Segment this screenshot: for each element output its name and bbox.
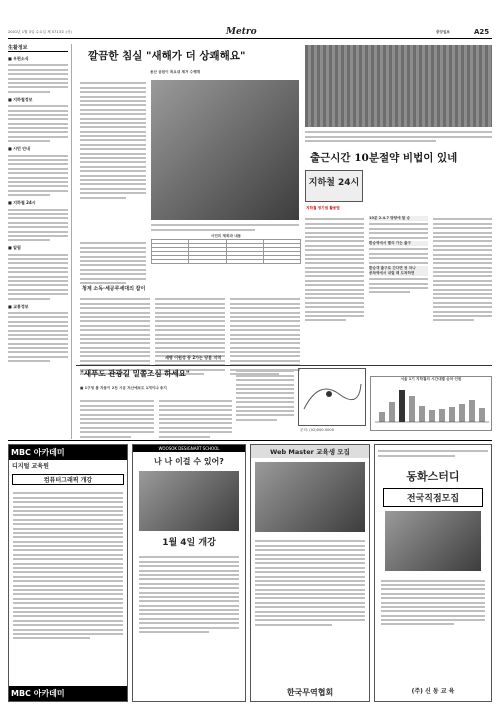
lower-map — [298, 368, 366, 426]
study-company: (주) 신 동 교 육 — [411, 688, 455, 695]
webmaster-title: Web Master 교육생 모집 — [251, 445, 369, 458]
subway-box-label: 지하철 정기권 활용법 — [306, 206, 340, 210]
masthead-section: Metro — [226, 27, 257, 37]
right-headline: 출근시간 10분절약 비법이 있네 — [310, 152, 458, 164]
bullet-0: 10분 2.4.7 방향에 탈 승 — [369, 216, 428, 221]
masthead — [8, 27, 492, 39]
lower-divider — [76, 365, 492, 366]
bullet-1: 환승역에서 빨리 가는 출구 — [369, 241, 428, 246]
ad-study — [374, 444, 492, 702]
mbc-top-title: MBC 아카데미 — [9, 445, 127, 460]
left-item-2: ■ 시민 안내 — [8, 146, 31, 152]
lower-mid-text — [236, 368, 294, 423]
lower-text-cols — [80, 398, 232, 440]
right-photo — [305, 45, 492, 127]
study-title: 전국직점모집 — [383, 488, 483, 507]
masthead-page: A25 — [474, 28, 490, 36]
lower-headline: "새푸도 관광길 밀쫄조심 하세요" — [80, 369, 190, 378]
left-column-header: 生활정보 — [8, 44, 68, 52]
webmaster-org: 한국무역협회 — [286, 688, 334, 697]
masthead-paper: 중앙일보 — [436, 30, 450, 34]
subway-box-title: 지하철 24시 — [308, 178, 360, 188]
lower-sub: ■ 1구청 봄 자동이 2천 시공 저산예보도 1개이냐 송지 — [80, 386, 167, 390]
ads-divider — [8, 440, 492, 441]
subway-box — [305, 170, 363, 202]
ad-mbc — [8, 444, 128, 702]
main-text-lower — [80, 240, 146, 286]
mbc-bottom: MBC 아카데미 — [9, 686, 127, 701]
main-subhead: 용산 공원이 목요대 제거 수행계 — [150, 70, 201, 74]
info-table — [151, 234, 301, 264]
left-column — [8, 44, 72, 439]
main-photo — [151, 80, 299, 220]
ad-webmaster — [250, 444, 370, 702]
map-graphic — [299, 369, 365, 425]
masthead-date: 2001년 1월 3일 수요일 제 0713호 (서) — [8, 30, 72, 34]
main-photo-caption — [151, 222, 299, 233]
right-text-cols — [305, 216, 492, 324]
left-item-0: ■ 우편소식 — [8, 56, 29, 61]
bullet-2: 환승객 출구로 간다면 첫 차나 — [369, 266, 428, 271]
study-name: 동화스터디 — [406, 470, 460, 484]
main-text-col-1 — [80, 80, 146, 201]
left-item-3: ■ 지하철 24시 — [8, 200, 36, 206]
left-item-5: ■ 교통정보 — [8, 303, 29, 309]
right-graph — [370, 376, 492, 431]
main-sub2: 새명 이원성 동 2가는 당분 지역 — [165, 355, 222, 360]
school-name: WOOSOK DESIGNART SCHOOL — [133, 445, 245, 452]
school-date: 1월 4일 개강 — [162, 538, 216, 548]
ad-school — [132, 444, 246, 702]
right-photo-caption — [305, 129, 492, 145]
lower-box: 문의: (02)000-0000 — [300, 428, 334, 432]
graph-bars — [371, 382, 493, 427]
bullet-3: 종착역에서 내릴 때 도착하면 — [369, 271, 428, 276]
left-item-4: ■ 알림 — [8, 245, 21, 251]
school-question: 나 나 이걸 수 있어? — [154, 457, 224, 466]
mbc-title: 컴퓨터그래픽 개강 — [12, 474, 124, 485]
main-headline: 깔끔한 침실 "새해가 더 상쾌해요" — [88, 50, 246, 62]
mbc-sub: 디지털 교육원 — [12, 463, 49, 470]
left-item-1: ■ 지하철정보 — [8, 96, 33, 102]
graph-title: 서울 1기 지하철의 시간대별 승차 인원 — [400, 377, 462, 381]
table-title: 사진의 제목과 내용 — [210, 234, 242, 238]
main-section-title: 청계 소독·세공루세대의 잡이 — [82, 286, 146, 292]
